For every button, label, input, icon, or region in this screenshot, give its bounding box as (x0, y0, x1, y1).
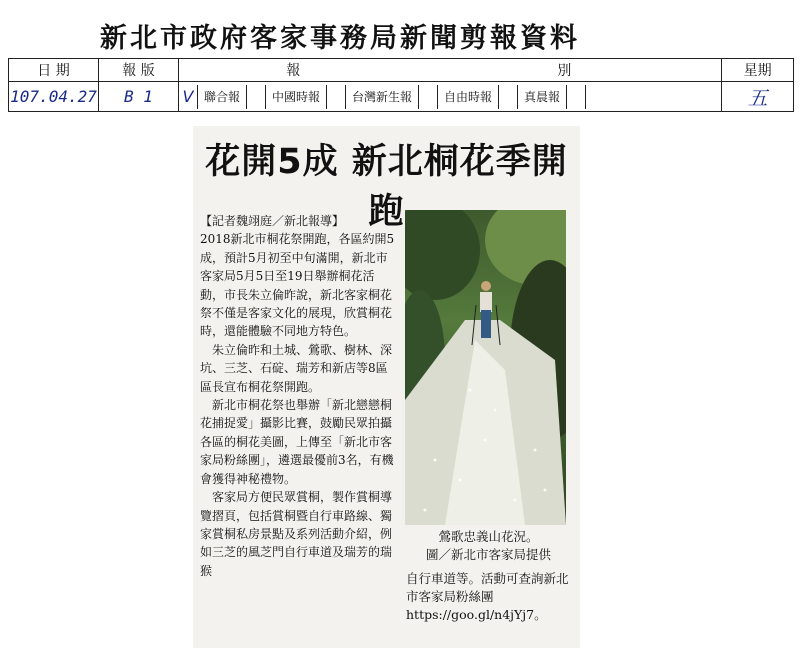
paper-checkbox-4 (419, 85, 438, 109)
caption-line-2: 圖／新北市客家局提供 (425, 547, 551, 562)
paper-checkbox-5 (499, 85, 518, 109)
edition-value: B 1 (99, 82, 179, 112)
clipping-meta-table (8, 58, 794, 112)
date-value: 107.04.27 (9, 82, 99, 112)
article-paragraph-2: 朱立倫昨和土城、鶯歌、樹林、深坑、三芝、石碇、瑞芳和新店等8區區長宣布桐花祭開跑。 (200, 342, 393, 394)
paper-name-5: 真晨報 (518, 85, 567, 109)
weekday-value: 五 (722, 82, 794, 112)
paper-header-right: 別 (408, 59, 722, 82)
caption-line-1: 鶯歌忠義山花況。 (438, 529, 539, 544)
article-paragraph-4: 客家局方便民眾賞桐，製作賞桐導覽摺頁，包括賞桐暨自行車路線、獨家賞桐私房景點及系列活動介紹，例如三芝的風芝門自行車道及瑞芳的瑞猴 (200, 490, 393, 578)
paper-name-3: 台灣新生報 (346, 85, 419, 109)
weekday-header: 星期 (722, 59, 794, 82)
page-title: 新北市政府客家事務局新聞剪報資料 (100, 23, 580, 54)
edition-header: 報 版 (99, 59, 179, 82)
tung-blossom-photo (405, 210, 566, 525)
paper-list (178, 82, 721, 112)
paper-name-4: 自由時報 (438, 85, 499, 109)
article-headline: 花開5成 新北桐花季開跑 (205, 142, 568, 232)
paper-checkbox-3 (327, 85, 346, 109)
article-byline: 【記者魏翊庭／新北報導】 (200, 214, 345, 228)
paper-checkbox-1 (179, 85, 198, 109)
article-body (200, 212, 395, 580)
date-header: 日 期 (9, 59, 99, 82)
photo-caption (406, 528, 571, 564)
paper-name-2: 中國時報 (266, 85, 327, 109)
article-paragraph-3: 新北市桐花祭也舉辦「新北戀戀桐花捕捉愛」攝影比賽，鼓勵民眾拍攝各區的桐花美圖，上傳至「新北市客家局粉絲團」，遴選最優前3名，有機會獲得神秘禮物。 (200, 398, 394, 486)
paper-checkbox-6 (567, 85, 586, 109)
paper-name-1: 聯合報 (198, 85, 247, 109)
paper-header-left: 報 (178, 59, 407, 82)
check-mark: V (182, 87, 194, 106)
paper-checkbox-2 (247, 85, 266, 109)
article-continuation: 自行車道等。活動可查詢新北市客家局粉絲團https://goo.gl/n4jYj7。 (406, 571, 569, 622)
article-paragraph-1: 2018新北市桐花祭開跑，各區約開5成，預計5月初至中旬滿開，新北市客家局5月5日至19日舉辦桐花活動，市長朱立倫昨說，新北客家桐花祭不僅是客家文化的展現，欣賞桐花時，還能體驗不同地方特色。 (200, 232, 395, 339)
newspaper-clipping (193, 126, 580, 648)
